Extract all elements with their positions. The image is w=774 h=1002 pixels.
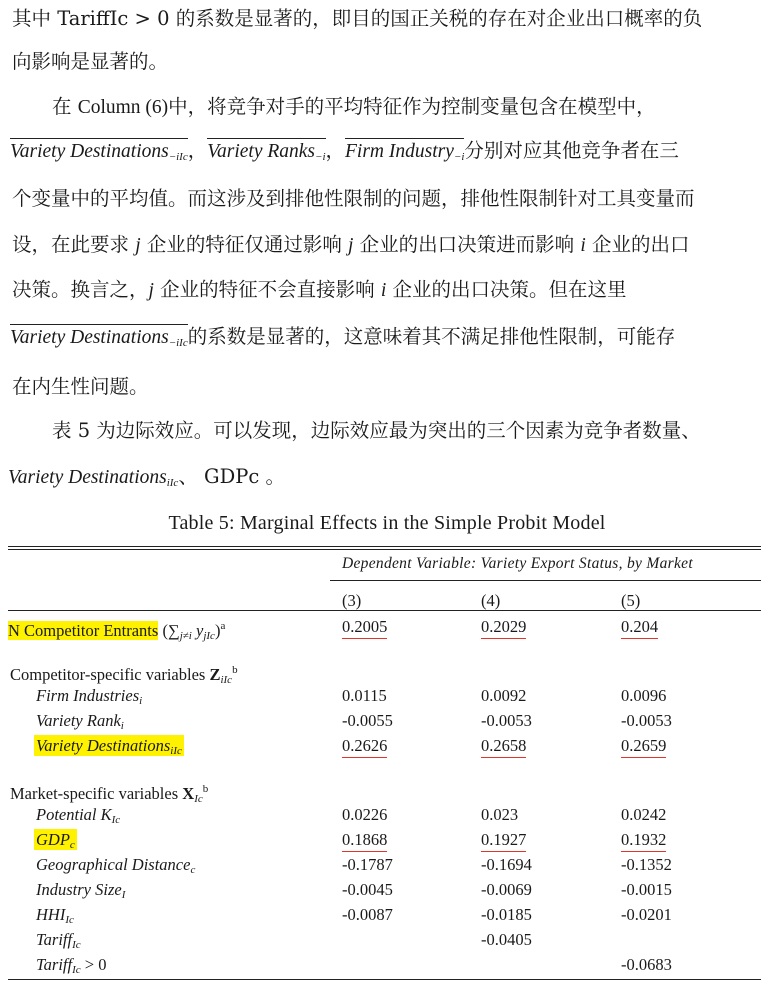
table-cell: -0.0185 bbox=[481, 905, 532, 924]
column-header: (4) bbox=[481, 591, 501, 610]
variable-variety-destinations-avg: Variety Destinations$_{-iIc}$ bbox=[10, 138, 188, 168]
paragraph-line-2 bbox=[12, 49, 168, 75]
table-cell: -0.0053 bbox=[481, 711, 532, 730]
paragraph-text: 中，将竞争对手的平均特征作为控制变量包含在模型中， bbox=[168, 95, 656, 118]
math-i: i bbox=[580, 235, 586, 256]
table-cell: -0.0087 bbox=[342, 905, 393, 924]
table-cell: 0.1932 bbox=[621, 830, 666, 852]
variable-firm-industry-avg: Firm Industry$_{-i}$ bbox=[345, 138, 464, 168]
table-cell: 0.0092 bbox=[481, 686, 527, 705]
table-cell: 0.1927 bbox=[481, 830, 526, 852]
separator: ， bbox=[187, 139, 208, 162]
group-label-market: Market-specific variables XIc$^b$ bbox=[10, 783, 209, 805]
row-label-geographical-distance: Geographical Distancec bbox=[36, 855, 196, 876]
variable-variety-ranks-avg: Variety Ranks$_{-i}$ bbox=[207, 138, 325, 168]
paragraph-line-3 bbox=[52, 94, 656, 121]
table-cell: -0.0069 bbox=[481, 880, 532, 899]
table-cell: 0.0226 bbox=[342, 805, 388, 824]
separator: ， bbox=[325, 139, 346, 162]
row-label-tariff-positive: TariffIc > 0 bbox=[36, 955, 107, 976]
paragraph-text: 企业的出口 bbox=[585, 233, 690, 256]
paragraph-text: 企业的出口决策。但在这里 bbox=[386, 278, 627, 301]
paragraph-text: 分别对应其他竞争者在三 bbox=[464, 139, 679, 162]
dependent-variable-header: Dependent Variable: Variety Export Status, by Market bbox=[342, 555, 693, 572]
paragraph-line-7 bbox=[12, 277, 626, 304]
paragraph-text: 设，在此要求 bbox=[12, 233, 136, 256]
paragraph-line-6 bbox=[12, 232, 689, 259]
row-label-hhi: HHIIc bbox=[36, 905, 74, 926]
table-cell: -0.0055 bbox=[342, 711, 393, 730]
header-rule bbox=[330, 580, 761, 581]
table-cell: 0.2005 bbox=[342, 617, 387, 639]
table-cell: -0.0405 bbox=[481, 930, 532, 949]
paragraph-text: 企业的出口决策进而影响 bbox=[353, 233, 581, 256]
paragraph-text: 企业的特征仅通过影响 bbox=[140, 233, 349, 256]
paragraph-text: 、 GDPc 。 bbox=[178, 465, 285, 488]
table-cell: -0.1352 bbox=[621, 855, 672, 874]
row-label-variety-destinations: Variety DestinationsiIc bbox=[36, 736, 182, 757]
row-label-industry-size: Industry SizeI bbox=[36, 880, 126, 901]
table-cell: -0.0053 bbox=[621, 711, 672, 730]
group-label-competitor: Competitor-specific variables ZiIc$^b$ bbox=[10, 664, 238, 686]
table-cell: -0.0015 bbox=[621, 880, 672, 899]
row-label-potential-k: Potential KIc bbox=[36, 805, 121, 826]
table-top-rule bbox=[8, 549, 761, 550]
paragraph-line-11 bbox=[8, 464, 285, 496]
row-label-variety-rank: Variety Ranki bbox=[36, 711, 124, 732]
table-cell: 0.2659 bbox=[621, 736, 666, 758]
math-j: j bbox=[148, 280, 154, 301]
column-header: (5) bbox=[621, 591, 641, 610]
paragraph-line-5 bbox=[12, 186, 695, 212]
table-top-rule bbox=[8, 546, 761, 547]
math-j: j bbox=[135, 235, 141, 256]
paragraph-text: 企业的特征不会直接影响 bbox=[153, 278, 381, 301]
table-cell: 0.1868 bbox=[342, 830, 387, 852]
header-rule bbox=[8, 610, 761, 611]
table-cell: 0.0115 bbox=[342, 686, 387, 705]
row-label-n-competitor: N Competitor Entrants (∑j≠i yjIc)$^a$ bbox=[8, 620, 226, 642]
table-cell: -0.1694 bbox=[481, 855, 532, 874]
paragraph-line-4 bbox=[10, 138, 679, 168]
formula: (∑ bbox=[162, 621, 180, 640]
highlighted-label: N Competitor Entrants bbox=[8, 621, 159, 640]
row-label-gdp: GDPc bbox=[36, 830, 75, 851]
table-cell: 0.2029 bbox=[481, 617, 526, 639]
table-cell: 0.2658 bbox=[481, 736, 526, 758]
paragraph-text: 在内生性问题。 bbox=[12, 375, 149, 398]
table-cell: 0.204 bbox=[621, 617, 658, 639]
table-cell: 0.023 bbox=[481, 805, 519, 824]
paragraph-line-8 bbox=[10, 324, 675, 354]
paragraph-text: 个变量中的平均值。而这涉及到排他性限制的问题，排他性限制针对工具变量而 bbox=[12, 187, 695, 210]
paragraph-line-1 bbox=[12, 6, 702, 32]
table-cell: 0.0242 bbox=[621, 805, 667, 824]
variable-variety-destinations-avg: Variety Destinations$_{-iIc}$ bbox=[10, 324, 188, 354]
row-label-firm-industries: Firm Industriesi bbox=[36, 686, 143, 707]
paragraph-text: 向影响是显著的。 bbox=[12, 50, 169, 73]
paragraph-text: 的系数是显著的，这意味着其不满足排他性限制，可能存 bbox=[187, 325, 676, 348]
paragraph-text: 在 bbox=[52, 95, 78, 118]
variable-variety-destinations: Variety Destinations$_{iIc}$ bbox=[8, 467, 179, 489]
column-header: (3) bbox=[342, 591, 362, 610]
table-cell: -0.0201 bbox=[621, 905, 672, 924]
table-cell: -0.1787 bbox=[342, 855, 393, 874]
paragraph-line-9 bbox=[12, 374, 149, 400]
paragraph-text: 表 5 为边际效应。可以发现，边际效应最为突出的三个因素为竞争者数量、 bbox=[52, 419, 701, 442]
table-cell: -0.0045 bbox=[342, 880, 393, 899]
math-j: j bbox=[348, 235, 354, 256]
paragraph-line-10 bbox=[52, 418, 701, 444]
paragraph-text: 其中 TariffIc > 0 的系数是显著的，即目的国正关税的存在对企业出口概率的负 bbox=[12, 7, 703, 30]
row-label-tariff: TariffIc bbox=[36, 930, 81, 951]
table-bottom-rule bbox=[8, 979, 761, 980]
table-cell: 0.2626 bbox=[342, 736, 387, 758]
column-ref: Column (6) bbox=[77, 97, 169, 118]
paragraph-text: 决策。换言之， bbox=[12, 278, 149, 301]
table-caption: Table 5: Marginal Effects in the Simple Probit Model bbox=[168, 512, 606, 534]
table-cell: -0.0683 bbox=[621, 955, 672, 974]
table-cell: 0.0096 bbox=[621, 686, 667, 705]
math-i: i bbox=[380, 280, 387, 301]
